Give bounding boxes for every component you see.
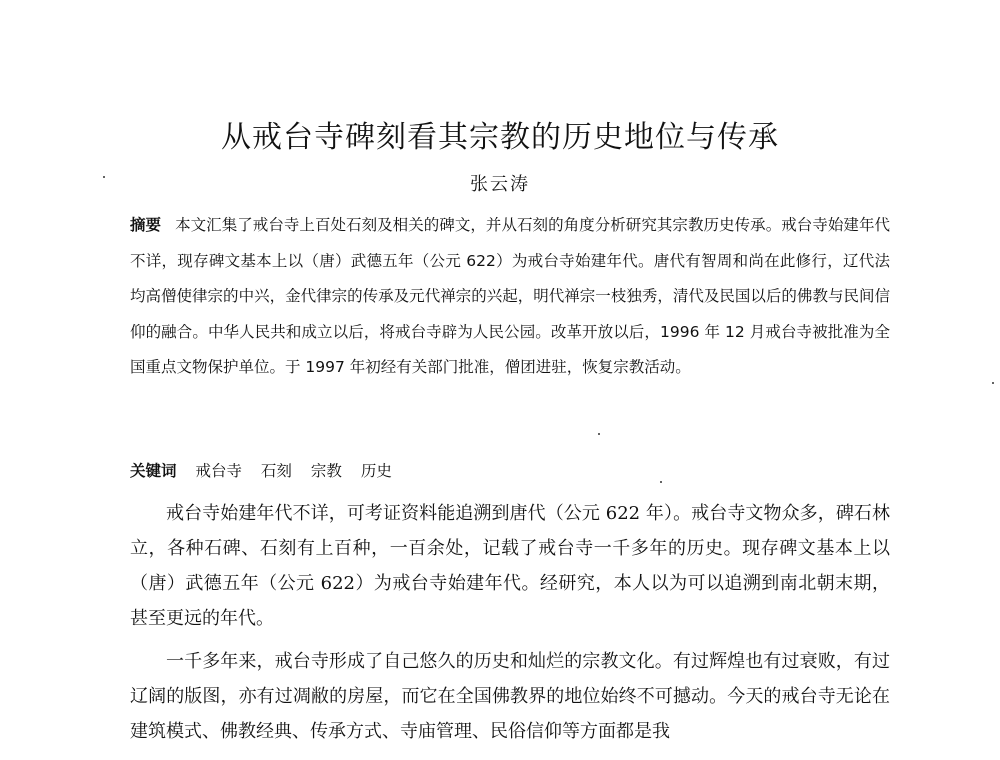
- author-name: 张云涛: [470, 174, 530, 195]
- scan-speck: [992, 382, 994, 384]
- keyword-item: 石刻: [260, 462, 292, 480]
- paper-title: 从戒台寺碑刻看其宗教的历史地位与传承: [221, 120, 779, 155]
- scan-speck: [598, 433, 600, 435]
- scan-speck: [103, 176, 105, 178]
- keyword-item: 戒台寺: [195, 462, 242, 480]
- scan-speck: [660, 481, 662, 483]
- body-paragraph: 一千多年来，戒台寺形成了自己悠久的历史和灿烂的宗教文化。有过辉煌也有过衰败，有过辽阔的版图，亦有过凋敝的房屋，而它在全国佛教界的地位始终不可撼动。今天的戒台寺无论在建筑模式、佛教经典、传承方式、寺庙管理、民俗信仰等方面都是我: [130, 651, 890, 742]
- body-paragraph: 戒台寺始建年代不详，可考证资料能追溯到唐代（公元 622 年）。戒台寺文物众多，碑石林立，各种石碑、石刻有上百种，一百余处，记载了戒台寺一千多年的历史。现存碑文基本上以（唐）武德五年（公元 622）为戒台寺始建年代。经研究，本人以为可以追溯到南北朝末期，甚至更远的年代。: [130, 503, 890, 629]
- abstract-label: 摘要: [130, 216, 162, 234]
- body-text: [130, 496, 890, 757]
- keyword-item: 历史: [360, 462, 392, 480]
- keywords-label: 关键词: [130, 462, 177, 480]
- keyword-item: 宗教: [310, 462, 342, 480]
- keywords-section: [130, 455, 890, 487]
- abstract-section: [130, 208, 890, 386]
- abstract-text: 本文汇集了戒台寺上百处石刻及相关的碑文，并从石刻的角度分析研究其宗教历史传承。戒台寺始建年代不详，现存碑文基本上以（唐）武德五年（公元 622）为戒台寺始建年代。唐代有智周和尚在此修行，辽代法均高僧使律宗的中兴，金代律宗的传承及元代禅宗的兴起，明代禅宗一枝独秀，清代及民国以后的佛教与民间信仰的融合。中华人民共和成立以后，将戒台寺辟为人民公园。改革开放以后，1996 年 12 月戒台寺被批准为全国重点文物保护单位。于 1997 年初经有关部门批准，僧团进驻，恢复宗教活动。: [130, 216, 890, 376]
